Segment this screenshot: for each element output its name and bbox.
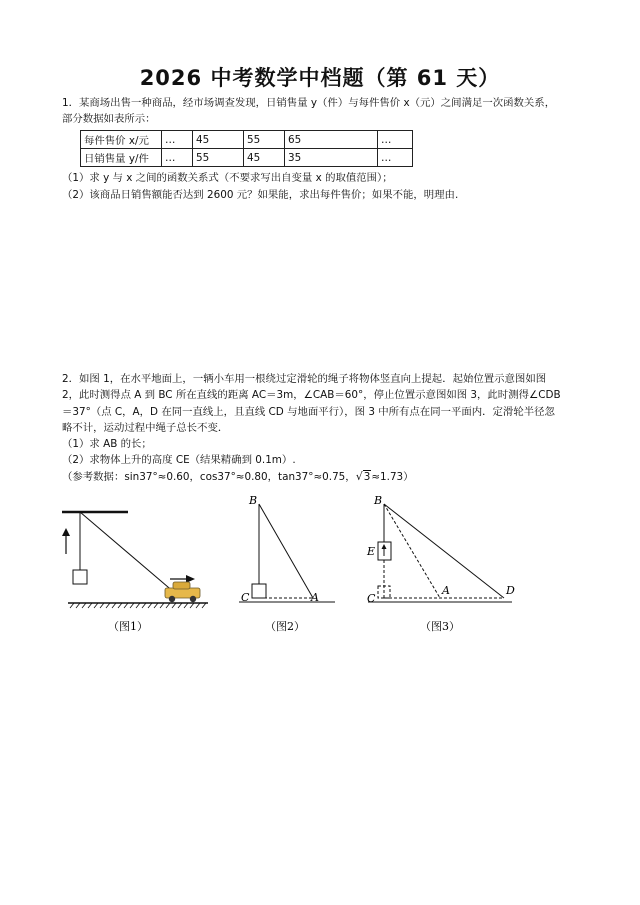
point-d-label: D — [506, 584, 515, 597]
table-cell: … — [162, 149, 193, 167]
point-b-label: B — [249, 494, 258, 507]
table-row — [81, 149, 413, 167]
table-cell: 55 — [244, 131, 285, 149]
problem2-line3: ＝37°（点 C，A，D 在同一直线上，且直线 CD 与地面平行），图 3 中所有点在同一平面内．定滑轮半径忽 — [62, 406, 555, 418]
table-cell: 65 — [285, 131, 378, 149]
figure-1 — [40, 492, 220, 642]
table-cell: 55 — [193, 149, 244, 167]
table-cell: 日销售量 y/件 — [81, 149, 162, 167]
problem1-question1: （1）求 y 与 x 之间的函数关系式（不要求写出自变量 x 的取值范围）； — [62, 172, 393, 184]
sqrt-symbol: √ — [355, 470, 363, 483]
figure-3 — [362, 492, 532, 642]
dashed-ba — [384, 504, 440, 598]
object-box — [252, 584, 266, 598]
point-b-label: B — [374, 494, 383, 507]
table-cell: … — [378, 149, 413, 167]
sqrt-radicand: 3 — [363, 471, 371, 483]
point-a-label: A — [442, 584, 450, 597]
problem2-line1: 2．如图 1，在水平地面上，一辆小车用一根绕过定滑轮的绳子将物体竖直向上提起．起始位置示意图如图 — [62, 373, 547, 385]
table-cell: 45 — [193, 131, 244, 149]
slanted-rope — [80, 512, 175, 593]
table-row — [81, 131, 413, 149]
figure-1-caption: （图1） — [108, 620, 148, 633]
problem2-line2: 2，此时测得点 A 到 BC 所在直线的距离 AC＝3m，∠CAB＝60°，停止位置示意图如图 3，此时测得∠CDB — [62, 389, 561, 401]
problem2-reference-data — [62, 470, 414, 484]
figure-3-caption: （图3） — [420, 620, 460, 633]
object-box — [73, 570, 87, 584]
point-c-label: C — [241, 591, 250, 604]
up-arrowhead-icon — [62, 528, 70, 536]
car-icon — [165, 582, 200, 602]
reference-prefix: （参考数据：sin37°≈0.60，cos37°≈0.80，tan37°≈0.75， — [62, 471, 356, 483]
segment-ab — [259, 504, 313, 598]
figure-2 — [225, 492, 355, 642]
problem2-question2: （2）求物体上升的高度 CE（结果精确到 0.1m）. — [62, 454, 296, 466]
table-cell: 35 — [285, 149, 378, 167]
table-cell: 45 — [244, 149, 285, 167]
problem2-question1: （1）求 AB 的长； — [62, 438, 152, 450]
price-sales-table — [80, 130, 413, 167]
figure-2-caption: （图2） — [265, 620, 305, 633]
problem1-intro-line1: 1．某商场出售一种商品，经市场调查发现，日销售量 y（件）与每件售价 x（元）之间满足一次函数关系， — [62, 97, 556, 109]
page-title: 2026 中考数学中档题（第 61 天） — [139, 66, 501, 90]
table-cell: … — [162, 131, 193, 149]
reference-suffix: ≈1.73） — [371, 471, 414, 483]
point-e-label: E — [367, 545, 376, 558]
problem2-line4: 略不计，运动过程中绳子总长不变． — [62, 422, 229, 434]
problem1-intro-line2: 部分数据如表所示： — [62, 113, 156, 125]
point-a-label: A — [311, 591, 319, 604]
table-cell: … — [378, 131, 413, 149]
table-cell: 每件售价 x/元 — [81, 131, 162, 149]
problem1-question2: （2）该商品日销售额能否达到 2600 元？如果能，求出每件售价；如果不能，明理由. — [62, 189, 459, 201]
point-c-label: C — [367, 592, 376, 605]
